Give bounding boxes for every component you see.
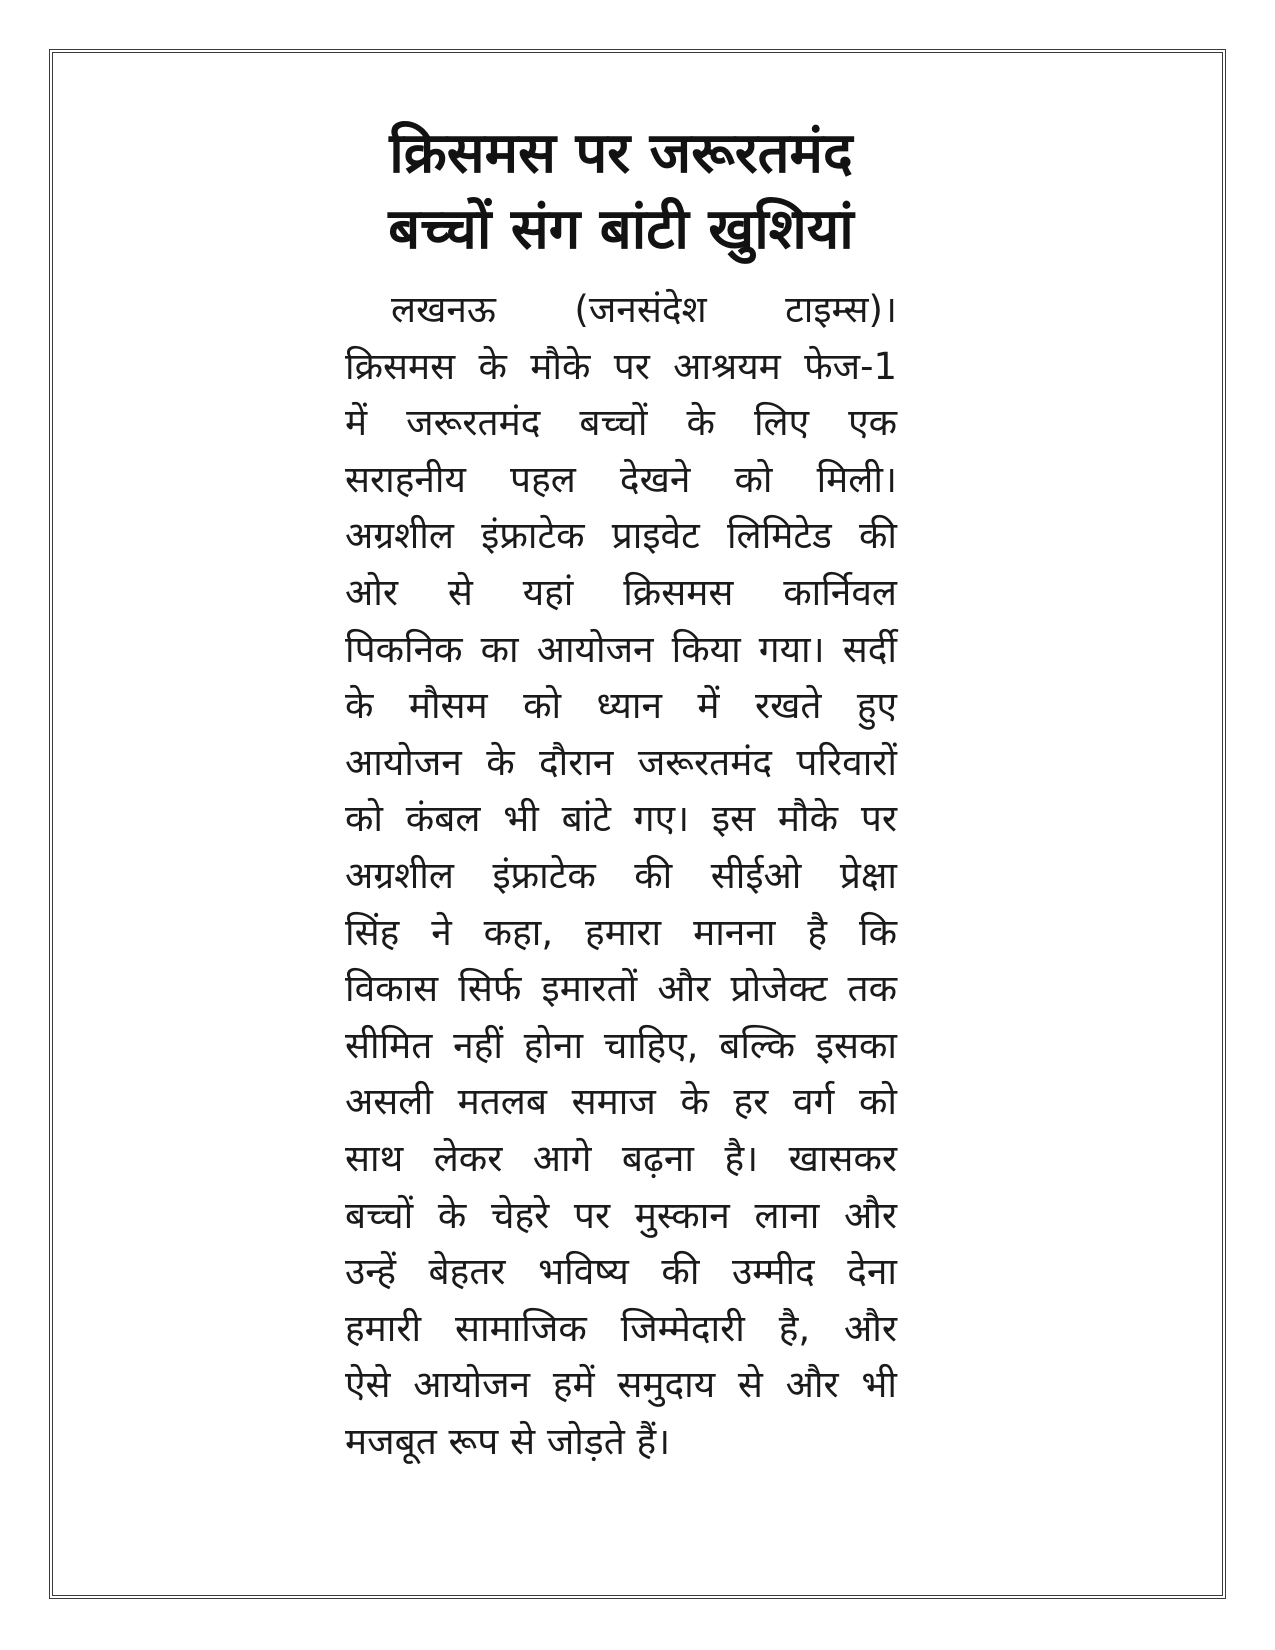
article-headline — [345, 116, 897, 268]
article-line: बच्चों के चेहरे पर मुस्कान लाना और — [345, 1193, 897, 1237]
article-line: को कंबल भी बांटे गए। इस मौके पर — [345, 797, 897, 841]
article-line: अग्रशील इंफ्राटेक की सीईओ प्रेक्षा — [345, 853, 897, 897]
article-line: उन्हें बेहतर भविष्य की उम्मीद देना — [345, 1250, 897, 1294]
headline-line-1: क्रिसमस पर जरूरतमंद — [389, 121, 853, 186]
article-line: सीमित नहीं होना चाहिए, बल्कि इसका — [345, 1023, 897, 1067]
article-line: हमारी सामाजिक जिम्मेदारी है, और — [345, 1306, 897, 1350]
article — [345, 116, 897, 1470]
article-body — [345, 282, 897, 1470]
headline-line-2: बच्चों संग बांटी खुशियां — [388, 197, 854, 262]
article-line: में जरूरतमंद बच्चों के लिए एक — [345, 401, 897, 445]
article-line: आयोजन के दौरान जरूरतमंद परिवारों — [345, 740, 897, 784]
article-line: सराहनीय पहल देखने को मिली। — [345, 457, 897, 501]
article-line: अग्रशील इंफ्राटेक प्राइवेट लिमिटेड की — [345, 514, 897, 558]
article-line: विकास सिर्फ इमारतों और प्रोजेक्ट तक — [345, 967, 897, 1011]
article-line: साथ लेकर आगे बढ़ना है। खासकर — [345, 1136, 897, 1180]
article-line: के मौसम को ध्यान में रखते हुए — [345, 684, 897, 728]
article-line: ओर से यहां क्रिसमस कार्निवल — [345, 570, 897, 614]
article-line: क्रिसमस के मौके पर आश्रयम फेज-1 — [345, 344, 897, 388]
article-line: ऐसे आयोजन हमें समुदाय से और भी — [345, 1363, 897, 1407]
article-line: पिकनिक का आयोजन किया गया। सर्दी — [345, 627, 897, 671]
article-line: असली मतलब समाज के हर वर्ग को — [345, 1080, 897, 1124]
article-line: मजबूत रूप से जोड़ते हैं। — [345, 1419, 671, 1463]
article-dateline: लखनऊ (जनसंदेश टाइम्स)। — [391, 288, 897, 331]
article-line: सिंह ने कहा, हमारा मानना है कि — [345, 910, 897, 954]
